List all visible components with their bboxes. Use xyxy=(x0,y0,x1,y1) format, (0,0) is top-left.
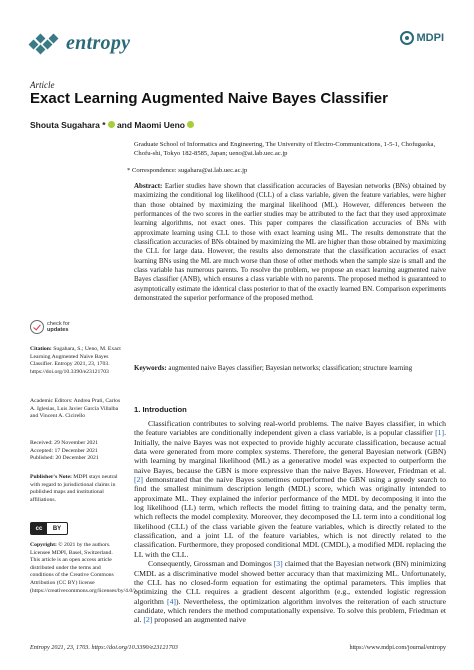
accepted-date: Accepted: 17 December 2021 xyxy=(30,447,98,454)
section-heading: 1. Introduction xyxy=(134,405,187,414)
intro-text: proposed an augmented naive xyxy=(154,615,246,625)
citation-link[interactable]: [1] xyxy=(435,428,445,438)
publisher-note-text: MDPI stays neutral with regard to jurisdictional claims in published maps and institutional affiliations. xyxy=(30,474,118,503)
check-updates-line1: check for xyxy=(47,320,70,327)
intro-text: demonstrated that the naive Bayes sometimes outperformed the GBN using a greedy search to find the smallest minimum description length (MDL) score, which was originally intended to approximate ML. They explained the inferior performance of the MDL by decomposing it into the log likelihood (LL) term, which reflects the model fitting to training data, and the penalty term, which reflects the model complexity. Moreover, they decomposed the LL term into a conditional log likelihood (CLL) of the class variable given the feature variables, which is directly related to the classification, and a joint LL of the feature variables, which is not directly related to the classification. Furthermore, they proposed conditional MDL (CMDL), a modified MDL replacing the LL with the CLL. xyxy=(134,475,447,559)
copyright-label: Copyright: xyxy=(30,542,57,548)
received-date: Received: 29 November 2021 xyxy=(30,440,99,446)
publisher-note-label: Publisher's Note: xyxy=(30,474,72,480)
cc-by-badge[interactable] xyxy=(30,522,68,535)
copyright-text: © 2021 by the authors. Licensee MDPI, Basel, Switzerland. This article is an open access article distributed under the terms and conditions of the Creative Commons Attribution (CC BY) license (https://creativecommons.org/licenses/by/4.0/). xyxy=(30,542,138,594)
citation-text: Sugahara, S.; Ueno, M. Exact Learning Augmented Naive Bayes Classifier. Entropy 2021, 23, 1703. https://doi.org/10.3390/e23121703 xyxy=(30,346,121,375)
citation-label: Citation: xyxy=(30,346,52,352)
abstract-label: Abstract: xyxy=(134,182,163,190)
footer-citation[interactable]: Entropy 2021, 23, 1703. https://doi.org/10.3390/e23121703 xyxy=(30,644,178,651)
keywords-text: augmented naive Bayes classifier; Bayesian networks; classification; structure learning xyxy=(168,364,413,372)
editors-text: Andrea Prati, Carlos A. Iglesias, Luis Javier García Villalba and Vincent A. Cicirello xyxy=(30,398,121,420)
affiliation: Graduate School of Informatics and Engineering, The University of Electro-Communications, 1-5-1, Chofugaoka, Chofu-shi, Tokyo 182-8585, Japan; ueno@ai.lab.uec.ac.jp xyxy=(134,141,436,157)
abstract-text: Earlier studies have shown that classification accuracies of Bayesian networks (BNs) obtained by maximizing the conditional log likelihood (CLL) of a class variable, given the feature variables, were higher than those obtained by maximizing the marginal likelihood (ML). However, differences between the performances of the two scores in the earlier studies may be attributed to the fact that they used approximate learning algorithms, not exact ones. This paper compares the classification accuracies of BNs with approximate learning using CLL to those with exact learning using ML. The results demonstrate that the classification accuracies of BNs obtained by maximizing the ML are higher than those obtained by maximizing the CLL for large data. However, the results also demonstrate that the classification accuracies of exact learning BNs using the ML are much worse than those of other methods when the sample size is small and the class variable has numerous parents. To resolve the problem, we propose an exact learning augmented naive Bayes classifier (ANB), which ensures a class variable with no parents. The proposed method is guaranteed to asymptotically estimate the identical class posterior to that of the exactly learned BN. Comparison experiments demonstrated the superior performance of the proposed method. xyxy=(134,182,446,303)
intro-text: . Initially, the naive Bayes was not expected to provide highly accurate classification, because actual data were generated from more complex systems. Therefore, the general Bayesian network (GBN) with learning by marginal likelihood (ML) as a generative model was expected to outperform the naive Bayes, because the GBN is more expressive than the naive Bayes. However, Friedman et al. xyxy=(134,428,446,475)
citation-link[interactable]: [4] xyxy=(167,596,176,606)
correspondence: * Correspondence: sugahara@ai.lab.uec.ac.jp xyxy=(127,167,248,174)
orcid-icon[interactable] xyxy=(108,121,115,128)
check-for-updates[interactable] xyxy=(30,320,70,334)
journal-logo-icon xyxy=(30,33,58,55)
cc-icon: cc xyxy=(31,523,47,534)
orcid-icon[interactable] xyxy=(187,121,194,128)
copyright-block xyxy=(30,542,138,595)
journal-name: entropy xyxy=(66,32,131,54)
citation-block xyxy=(30,346,122,376)
editors-block xyxy=(30,398,122,421)
check-updates-line2: updates xyxy=(47,327,69,333)
intro-text: Classification contributes to solving real-world problems. The naive Bayes classifier, in which the feature variables are conditionally independent given a class variable, is a popular classifier xyxy=(134,419,446,438)
publisher-name: MDPI xyxy=(416,32,444,44)
author-2: and Maomi Ueno xyxy=(116,120,185,130)
citation-link[interactable]: [2] xyxy=(143,615,153,625)
article-type: Article xyxy=(30,80,55,90)
journal-logo[interactable] xyxy=(30,32,130,55)
publisher-note xyxy=(30,474,122,504)
article-title: Exact Learning Augmented Naive Bayes Classifier xyxy=(30,90,388,107)
intro-text: claimed that the Bayesian network (BN) minimizing CMDL as a discriminative model showed better accuracy than that maximizing ML. Unfortunately, the CLL has no closed-form equation for estimating the optimal parameters. This implies that optimizing the CLL requires a gradient descent algorithm (e.g., extended logistic regression algorithm xyxy=(134,559,446,606)
intro-paragraph-2 xyxy=(134,559,446,624)
authors xyxy=(30,120,194,130)
intro-text: ). Nevertheless, the optimization algorithm involves the reiteration of each structure candidate, which renders the method computationally expensive. To solve this problem, Friedman et al. xyxy=(134,596,447,625)
abstract xyxy=(134,182,446,303)
citation-link[interactable]: [2] xyxy=(134,475,143,485)
intro-text: Consequently, Grossman and Domingos xyxy=(148,559,272,569)
keywords xyxy=(134,364,446,373)
author-1: Shouta Sugahara * xyxy=(30,120,106,130)
intro-paragraph-1 xyxy=(134,419,446,559)
dates-block xyxy=(30,440,122,463)
publisher-logo[interactable] xyxy=(400,31,445,45)
footer-journal-url[interactable]: https://www.mdpi.com/journal/entropy xyxy=(349,644,446,651)
editors-label: Academic Editors: xyxy=(30,398,73,404)
published-date: Published: 20 December 2021 xyxy=(30,455,99,462)
intro-body xyxy=(134,419,446,625)
check-updates-icon xyxy=(30,320,44,334)
page-footer xyxy=(30,644,446,651)
keywords-label: Keywords: xyxy=(134,364,167,372)
by-icon: BY xyxy=(52,525,62,532)
citation-link[interactable]: [3] xyxy=(273,559,283,569)
mdpi-logo-icon xyxy=(400,31,414,45)
